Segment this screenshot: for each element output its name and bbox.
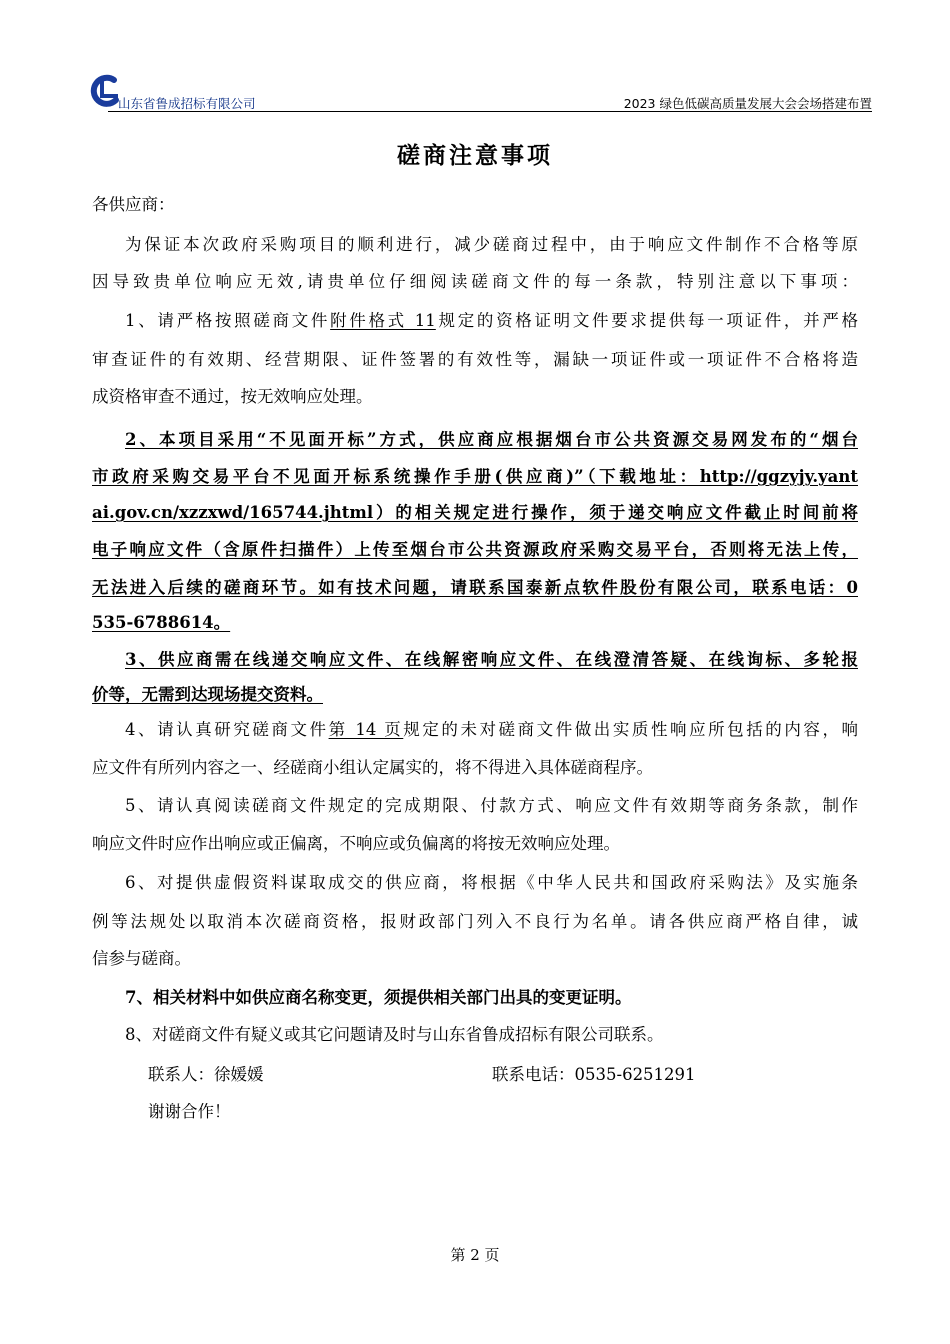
item-4-text-cont: 规定的未对磋商文件做出实质性响应所包括的内容，响 bbox=[403, 720, 858, 739]
item-2-line-5: 无法进入后续的磋商环节。如有技术问题，请联系国泰新点软件股份有限公司，联系电话：0 bbox=[92, 578, 858, 597]
item-2-line-2: 市政府采购交易平台不见面开标系统操作手册(供应商)”（下载地址：http://ggzyjy.yant bbox=[92, 467, 858, 486]
item-6-line-3: 信参与磋商。 bbox=[92, 949, 191, 968]
document-title: 磋商注意事项 bbox=[397, 142, 553, 169]
item-2-line-3: ai.gov.cn/xzzxwd/165744.jhtml）的相关规定进行操作，须于递交响应文件截止时间前将 bbox=[92, 503, 858, 522]
item-4-text: 4、请认真研究磋商文件 bbox=[125, 720, 329, 739]
item-3-line-2: 价等，无需到达现场提交资料。 bbox=[92, 685, 323, 704]
company-logo-icon bbox=[88, 74, 122, 108]
header-project-name: 2023 绿色低碳高质量发展大会会场搭建布置 bbox=[623, 96, 872, 111]
item-7: 7、相关材料中如供应商名称变更，须提供相关部门出具的变更证明。 bbox=[125, 988, 632, 1007]
item-1-text-cont: 规定的资格证明文件要求提供每一项证件，并严格 bbox=[435, 311, 858, 330]
item-1-text: 1、请严格按照磋商文件 bbox=[125, 311, 331, 330]
item-1-line-2: 审查证件的有效期、经营期限、证件签署的有效性等，漏缺一项证件或一项证件不合格将造 bbox=[92, 350, 858, 369]
item-4-line-2: 应文件有所列内容之一、经磋商小组认定属实的，将不得进入具体磋商程序。 bbox=[92, 758, 653, 777]
item-1-line-1 bbox=[125, 311, 858, 331]
item-2-line-1: 2、本项目采用“不见面开标”方式，供应商应根据烟台市公共资源交易网发布的“烟台 bbox=[125, 430, 858, 449]
item-4-ref: 第 14 页 bbox=[328, 720, 404, 739]
salutation: 各供应商： bbox=[92, 195, 175, 214]
item-1-ref: 附件格式 11 bbox=[330, 311, 436, 330]
item-6-line-2: 例等法规处以取消本次磋商资格，报财政部门列入不良行为名单。请各供应商严格自律，诚 bbox=[92, 912, 858, 931]
item-5-line-1: 5、请认真阅读磋商文件规定的完成期限、付款方式、响应文件有效期等商务条款，制作 bbox=[125, 796, 858, 815]
item-3-line-1: 3、供应商需在线递交响应文件、在线解密响应文件、在线澄清答疑、在线询标、多轮报 bbox=[125, 650, 858, 669]
page-header bbox=[88, 74, 872, 112]
item-4-line-1 bbox=[125, 720, 858, 740]
header-rule bbox=[108, 111, 872, 112]
item-8: 8、对磋商文件有疑义或其它问题请及时与山东省鲁成招标有限公司联系。 bbox=[125, 1025, 664, 1044]
header-company-name: 山东省鲁成招标有限公司 bbox=[118, 96, 256, 111]
item-5-line-2: 响应文件时应作出响应或正偏离，不响应或负偏离的将按无效响应处理。 bbox=[92, 834, 620, 853]
item-2-line-6: 535-6788614。 bbox=[92, 613, 231, 632]
contact-phone: 联系电话：0535-6251291 bbox=[492, 1065, 696, 1084]
page-number: 第 2 页 bbox=[450, 1246, 500, 1264]
item-6-line-1: 6、对提供虚假资料谋取成交的供应商，将根据《中华人民共和国政府采购法》及实施条 bbox=[125, 873, 858, 892]
intro-line-1: 为保证本次政府采购项目的顺利进行，减少磋商过程中，由于响应文件制作不合格等原 bbox=[125, 235, 858, 254]
item-1-line-3: 成资格审查不通过，按无效响应处理。 bbox=[92, 387, 373, 406]
thanks: 谢谢合作！ bbox=[148, 1102, 231, 1121]
item-2-line-4: 电子响应文件（含原件扫描件）上传至烟台市公共资源政府采购交易平台，否则将无法上传， bbox=[92, 540, 858, 559]
contact-person: 联系人：徐媛媛 bbox=[148, 1065, 264, 1084]
intro-line-2: 因导致贵单位响应无效,请贵单位仔细阅读磋商文件的每一条款，特别注意以下事项： bbox=[92, 272, 858, 291]
